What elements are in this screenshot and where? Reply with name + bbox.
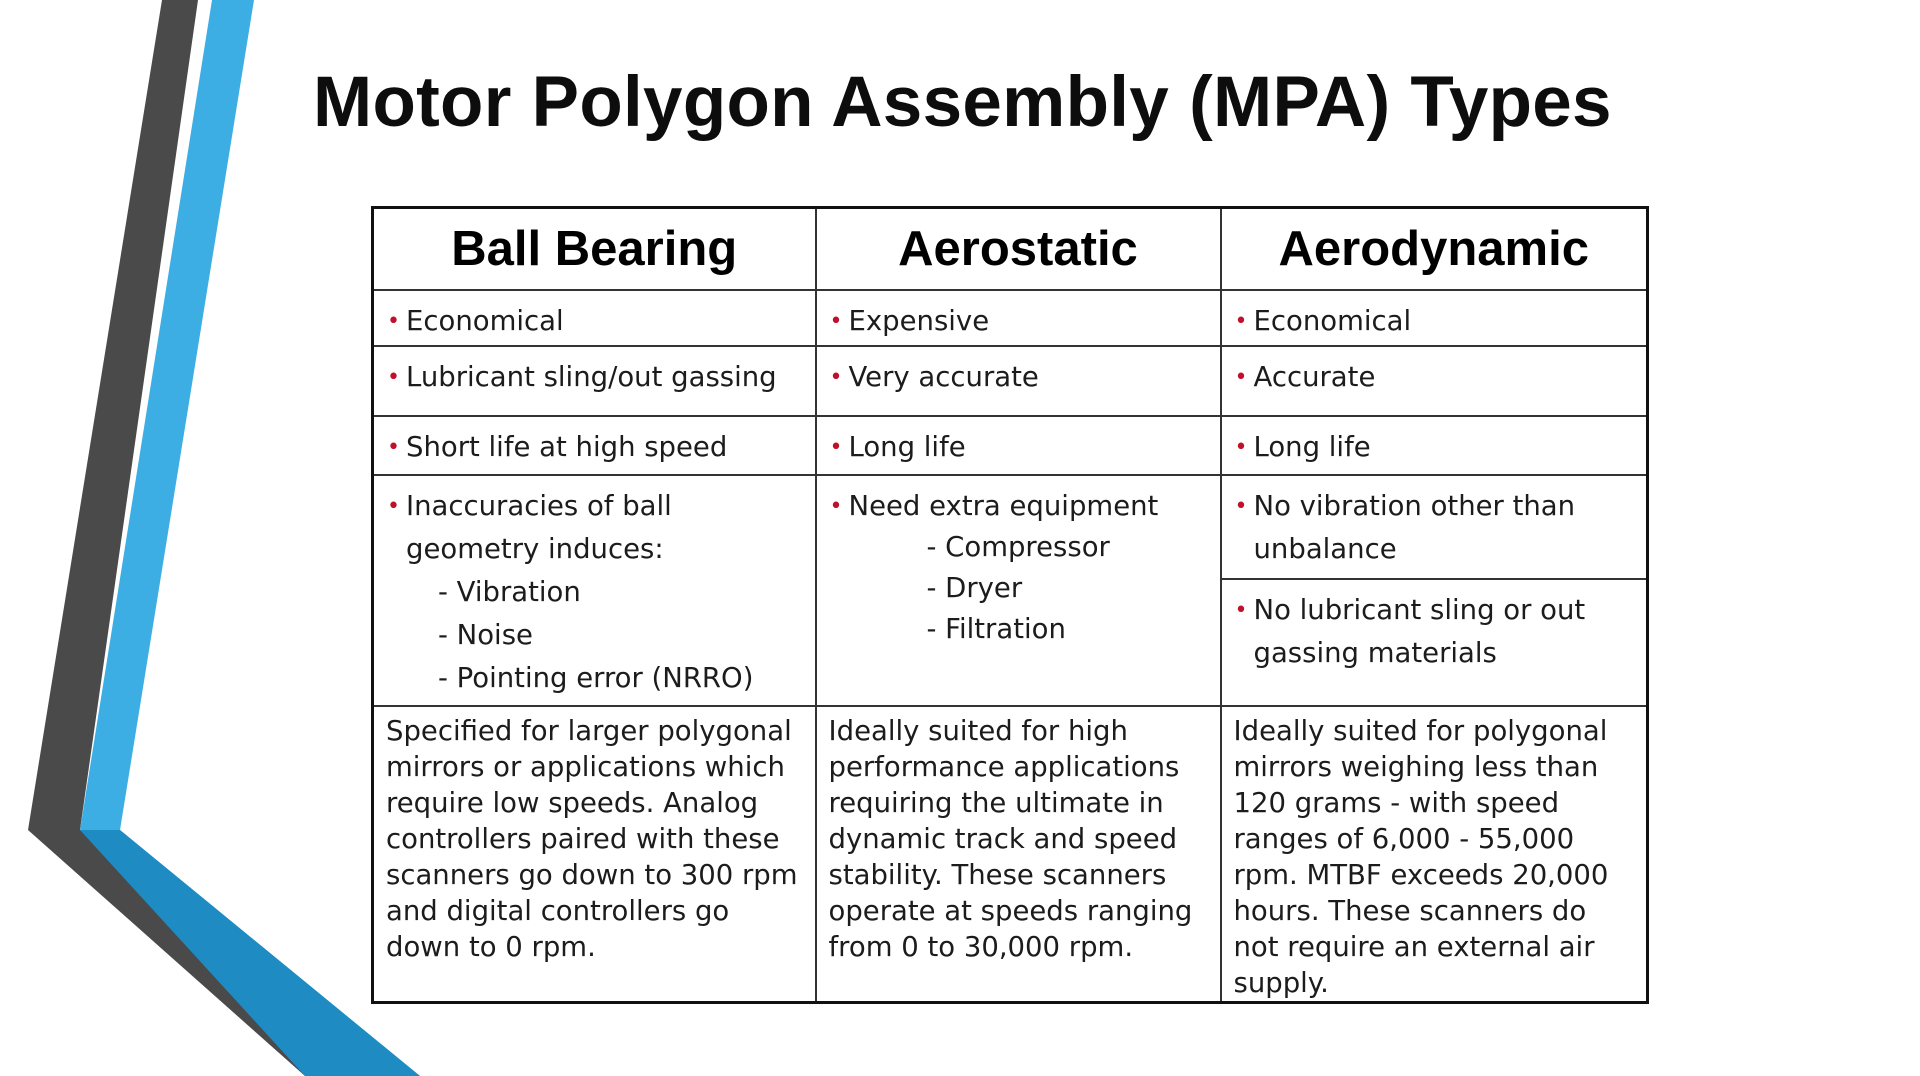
sub-item: - Noise [438, 619, 533, 651]
bullet-icon: • [387, 309, 400, 334]
table-row [373, 706, 1648, 1003]
bullet-icon: • [387, 494, 400, 519]
sub-item: - Pointing error (NRRO) [438, 662, 754, 694]
dark-blue-stripe [80, 830, 420, 1076]
bullet-icon: • [387, 435, 400, 460]
table-cell [816, 290, 1221, 346]
cell-text: Expensive [848, 305, 990, 337]
table-row [373, 346, 1648, 416]
sub-item: - Compressor [926, 531, 1110, 563]
table-row [373, 475, 1648, 579]
description-aerodynamic [1221, 706, 1648, 1003]
table-cell [373, 416, 816, 475]
slide-title: Motor Polygon Assembly (MPA) Types [313, 63, 1612, 142]
cell-text: No lubricant sling or out gassing materials [1253, 594, 1586, 669]
cell-text: Long life [848, 431, 966, 463]
bullet-icon: • [829, 309, 843, 334]
sub-item: - Dryer [926, 572, 1023, 604]
table-cell [816, 416, 1221, 475]
table-cell [816, 346, 1221, 416]
sub-item: - Vibration [438, 576, 581, 608]
header-ball-bearing: Ball Bearing [373, 208, 816, 291]
table-cell [1221, 346, 1648, 416]
bullet-icon: • [1234, 598, 1248, 623]
table-cell [1221, 579, 1648, 706]
bullet-icon: • [829, 365, 843, 390]
bullet-icon: • [1234, 494, 1248, 519]
table-cell [816, 475, 1221, 706]
cell-text: Specified for larger polygonal mirrors or applications which require low speeds. Analog controllers paired with these scanners go down to 300 rpm and digital controllers go down to 0 rpm. [386, 715, 798, 963]
sub-item: - Filtration [926, 613, 1066, 645]
bullet-icon: • [1234, 365, 1248, 390]
cell-text: Economical [406, 305, 564, 337]
description-aerostatic [816, 706, 1221, 1003]
bullet-icon: • [829, 494, 843, 519]
table-row [373, 416, 1648, 475]
cell-text: Long life [1253, 431, 1371, 463]
table-cell [373, 475, 816, 706]
description-ball-bearing [373, 706, 816, 1003]
bullet-icon: • [829, 435, 843, 460]
table-cell [373, 290, 816, 346]
cell-text: Inaccuracies of ball geometry induces: [406, 490, 672, 565]
table-cell [1221, 290, 1648, 346]
cell-text: Very accurate [848, 361, 1039, 393]
table-cell [373, 346, 816, 416]
bullet-icon: • [1234, 435, 1248, 460]
bullet-icon: • [387, 365, 400, 390]
cell-text: No vibration other than unbalance [1253, 490, 1576, 565]
mpa-comparison-table [371, 206, 1649, 1004]
cell-text: Lubricant sling/out gassing [406, 361, 777, 393]
cell-text: Accurate [1253, 361, 1376, 393]
cell-text: Short life at high speed [406, 431, 728, 463]
table-cell [1221, 416, 1648, 475]
table-cell [1221, 475, 1648, 579]
header-aerodynamic: Aerodynamic [1221, 208, 1648, 291]
header-aerostatic: Aerostatic [816, 208, 1221, 291]
cell-text: Need extra equipment [848, 490, 1159, 522]
cell-text: Ideally suited for polygonal mirrors weighing less than 120 grams - with speed ranges of 6,000 - 55,000 rpm. MTBF exceeds 20,000 hours. These scanners do not require an external air supply. [1233, 715, 1609, 999]
bullet-icon: • [1234, 309, 1248, 334]
cell-text: Economical [1253, 305, 1412, 337]
header-row [373, 208, 1648, 291]
cell-text: Ideally suited for high performance applications requiring the ultimate in dynamic track and speed stability. These scanners operate at speeds ranging from 0 to 30,000 rpm. [828, 715, 1193, 963]
table-row [373, 290, 1648, 346]
